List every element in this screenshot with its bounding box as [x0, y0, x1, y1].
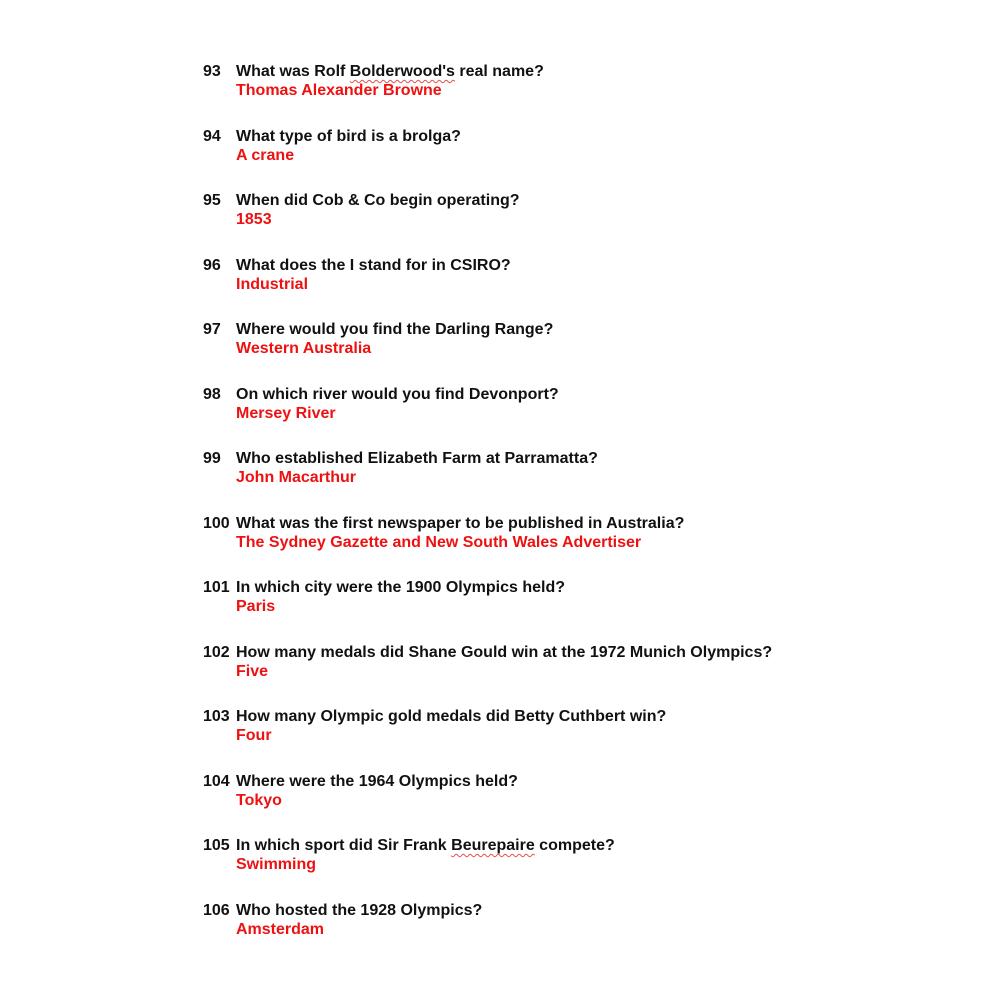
question-number: 97 — [203, 321, 221, 338]
question-text: What was Rolf Bolderwood's real name? — [236, 63, 544, 80]
question-text: When did Cob & Co begin operating? — [236, 192, 520, 209]
quiz-item — [203, 125, 963, 190]
quiz-item — [203, 899, 963, 964]
question-text: In which city were the 1900 Olympics held? — [236, 579, 565, 596]
question-number: 100 — [203, 514, 230, 532]
question-text: In which sport did Sir Frank Beurepaire compete? — [236, 837, 615, 854]
question-number: 106 — [203, 901, 230, 919]
quiz-item — [203, 705, 963, 770]
answer-text: Four — [236, 727, 272, 744]
quiz-item — [203, 834, 963, 899]
question-number: 105 — [203, 837, 230, 854]
question-text: What was the first newspaper to be published in Australia? — [236, 514, 685, 532]
question-text: Where were the 1964 Olympics held? — [236, 772, 518, 790]
quiz-item — [203, 576, 963, 641]
question-text: How many Olympic gold medals did Betty Cuthbert win? — [236, 708, 667, 725]
question-number: 101 — [203, 579, 230, 596]
question-number: 104 — [203, 772, 230, 790]
quiz-item — [203, 770, 963, 835]
quiz-item — [203, 512, 963, 577]
question-number: 102 — [203, 643, 230, 661]
answer-text: Amsterdam — [236, 920, 325, 938]
answer-text: Thomas Alexander Browne — [236, 82, 442, 99]
question-text: Who hosted the 1928 Olympics? — [236, 901, 483, 919]
question-number: 94 — [203, 127, 221, 145]
quiz-item — [203, 254, 963, 319]
answer-text: Five — [236, 662, 269, 680]
quiz-item — [203, 189, 963, 254]
quiz-item — [203, 383, 963, 448]
question-number: 103 — [203, 708, 230, 725]
question-number: 95 — [203, 192, 221, 209]
answer-text: Tokyo — [236, 791, 282, 809]
spellcheck-flagged-word: Bolderwood's — [349, 63, 455, 80]
answer-text: A crane — [236, 146, 295, 164]
quiz-list — [203, 60, 963, 963]
question-text: What type of bird is a brolga? — [236, 127, 461, 145]
question-text: On which river would you find Devonport? — [236, 385, 559, 403]
quiz-item — [203, 447, 963, 512]
answer-text: The Sydney Gazette and New South Wales Advertiser — [236, 533, 642, 551]
answer-text: 1853 — [236, 211, 272, 228]
question-text: What does the I stand for in CSIRO? — [236, 256, 511, 274]
question-number: 96 — [203, 256, 221, 274]
answer-text: Industrial — [236, 275, 309, 293]
spellcheck-flagged-word: Beurepaire — [451, 837, 535, 854]
quiz-item — [203, 60, 963, 125]
answer-text: Swimming — [236, 856, 317, 873]
question-text: Where would you find the Darling Range? — [236, 321, 554, 338]
question-number: 98 — [203, 385, 221, 403]
answer-text: Western Australia — [236, 340, 372, 357]
quiz-item — [203, 318, 963, 383]
question-number: 99 — [203, 450, 221, 467]
quiz-item — [203, 641, 963, 706]
answer-text: Mersey River — [236, 404, 336, 422]
question-number: 93 — [203, 63, 221, 80]
answer-text: John Macarthur — [236, 469, 357, 486]
answer-text: Paris — [236, 598, 276, 615]
question-text: Who established Elizabeth Farm at Parramatta? — [236, 450, 598, 467]
question-text: How many medals did Shane Gould win at the 1972 Munich Olympics? — [236, 643, 773, 661]
